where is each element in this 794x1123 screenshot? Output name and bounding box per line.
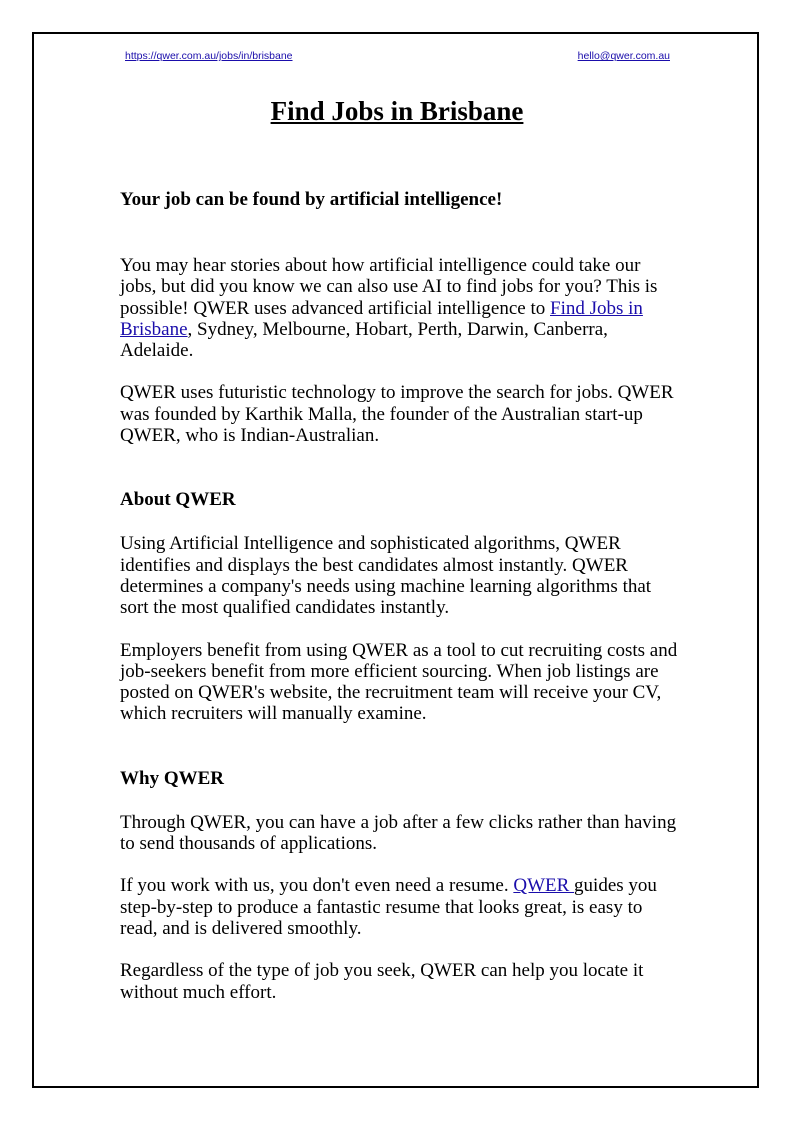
qwer-link[interactable]: QWER bbox=[513, 875, 575, 897]
find-jobs-brisbane-link[interactable]: Find Jobs in Brisbane bbox=[120, 297, 643, 340]
intro-heading: Your job can be found by artificial intelligence! bbox=[120, 189, 503, 210]
why-paragraph-2 bbox=[120, 875, 680, 939]
why-heading: Why QWER bbox=[120, 767, 224, 789]
why-paragraph-1: Through QWER, you can have a job after a few clicks rather than having to send thousands of applications. bbox=[120, 811, 677, 855]
intro-paragraph-2: QWER uses futuristic technology to improve the search for jobs. QWER was founded by Karthik Malla, the founder of the Australian start-up QWER, who is Indian-Australian. bbox=[120, 382, 674, 447]
intro-p1-text-before: You may hear stories about how artificial intelligence could take our jobs, but did you know we can also use AI to find jobs for you? This is possible! QWER uses advanced artificial intelligence to bbox=[120, 255, 658, 319]
article-body bbox=[120, 188, 680, 1003]
about-paragraph-2: Employers benefit from using QWER as a tool to cut recruiting costs and job-seekers benefit from more efficient sourcing. When job listings are posted on QWER's website, the recruitment team will receive your CV, which recruiters will manually examine. bbox=[120, 639, 678, 725]
intro-p1-text-after: , Sydney, Melbourne, Hobart, Perth, Darwin, Canberra, Adelaide. bbox=[120, 318, 608, 362]
about-paragraph-1: Using Artificial Intelligence and sophisticated algorithms, QWER identifies and displays the best candidates almost instantly. QWER determines a company's needs using machine learning algorithms that sort the most qualified candidates instantly. bbox=[120, 533, 652, 619]
page-title: Find Jobs in Brisbane bbox=[270, 96, 524, 126]
intro-paragraph-1 bbox=[120, 255, 680, 361]
header-email-link[interactable]: hello@qwer.com.au bbox=[577, 50, 670, 62]
header-url-link[interactable]: https://qwer.com.au/jobs/in/brisbane bbox=[125, 50, 293, 62]
why-p2-text-after: guides you step-by-step to produce a fantastic resume that looks great, is easy to read, and is delivered smoothly. bbox=[120, 875, 657, 939]
about-heading: About QWER bbox=[120, 489, 236, 511]
why-p2-text-before: If you work with us, you don't even need a resume. bbox=[120, 875, 514, 897]
header-links bbox=[125, 49, 670, 63]
why-paragraph-3: Regardless of the type of job you seek, QWER can help you locate it without much effort. bbox=[120, 960, 644, 1003]
